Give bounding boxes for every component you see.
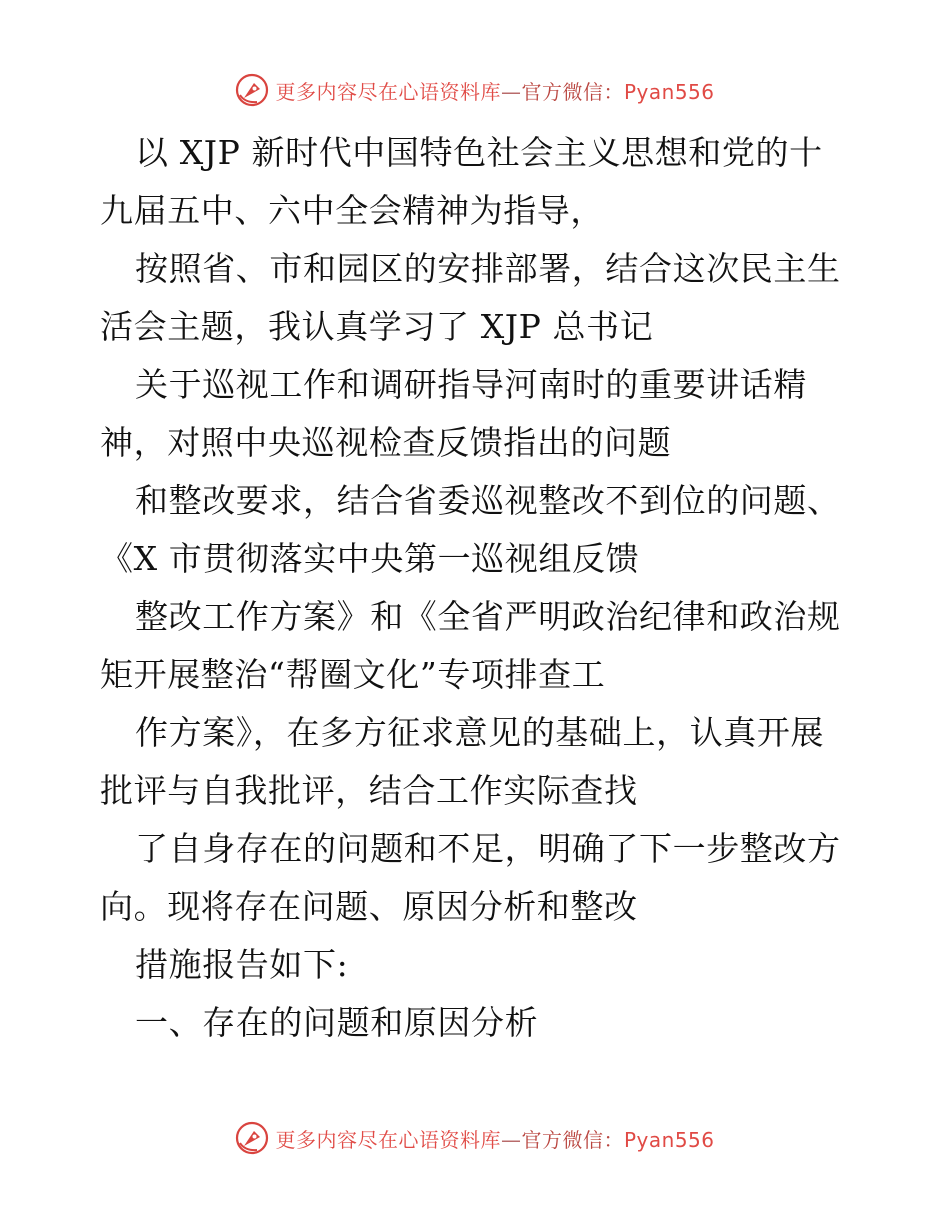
body-line: 关于巡视工作和调研指导河南时的重要讲话精 xyxy=(135,365,807,404)
watermark-slogan: 更多内容尽在心语资料库 xyxy=(275,79,501,104)
body-line: 九届五中、六中全会精神为指导， xyxy=(100,191,604,230)
body-line: 矩开展整治“帮圈文化”专项排查工 xyxy=(100,655,606,694)
section-heading: 一、存在的问题和原因分析 xyxy=(135,1003,539,1042)
document-body xyxy=(100,124,860,1052)
body-line: 向。现将存在问题、原因分析和整改 xyxy=(100,887,638,926)
watermark-separator: — xyxy=(500,1127,522,1152)
body-line: 作方案》，在多方征求意见的基础上，认真开展 xyxy=(135,713,825,752)
watermark-separator: — xyxy=(500,79,522,104)
footer-watermark xyxy=(0,1118,950,1158)
body-line: 和整改要求，结合省委巡视整改不到位的问题、 xyxy=(135,481,841,520)
watermark-text xyxy=(275,1124,714,1153)
body-line: 批评与自我批评，结合工作实际查找 xyxy=(100,771,638,810)
body-line: 了自身存在的问题和不足，明确了下一步整改方 xyxy=(135,829,841,868)
body-line: 按照省、市和园区的安排部署，结合这次民主生 xyxy=(135,249,841,288)
pen-nib-logo-icon xyxy=(235,1121,269,1155)
watermark-text xyxy=(275,76,714,105)
body-line: 活会主题，我认真学习了 XJP 总书记 xyxy=(100,307,654,346)
watermark-wechat-label: 官方微信： xyxy=(521,79,624,104)
body-line: 《X 市贯彻落实中央第一巡视组反馈 xyxy=(100,539,640,578)
body-line: 整改工作方案》和《全省严明政治纪律和政治规 xyxy=(135,597,841,636)
pen-nib-logo-icon xyxy=(235,73,269,107)
header-watermark xyxy=(0,70,950,110)
watermark-wechat-id: Pyan556 xyxy=(623,1127,715,1152)
body-line: 措施报告如下: xyxy=(135,945,349,984)
watermark-wechat-label: 官方微信： xyxy=(521,1127,624,1152)
body-line: 以 XJP 新时代中国特色社会主义思想和党的十 xyxy=(135,133,823,172)
watermark-wechat-id: Pyan556 xyxy=(623,79,715,104)
watermark-slogan: 更多内容尽在心语资料库 xyxy=(275,1127,501,1152)
body-line: 神，对照中央巡视检查反馈指出的问题 xyxy=(100,423,672,462)
